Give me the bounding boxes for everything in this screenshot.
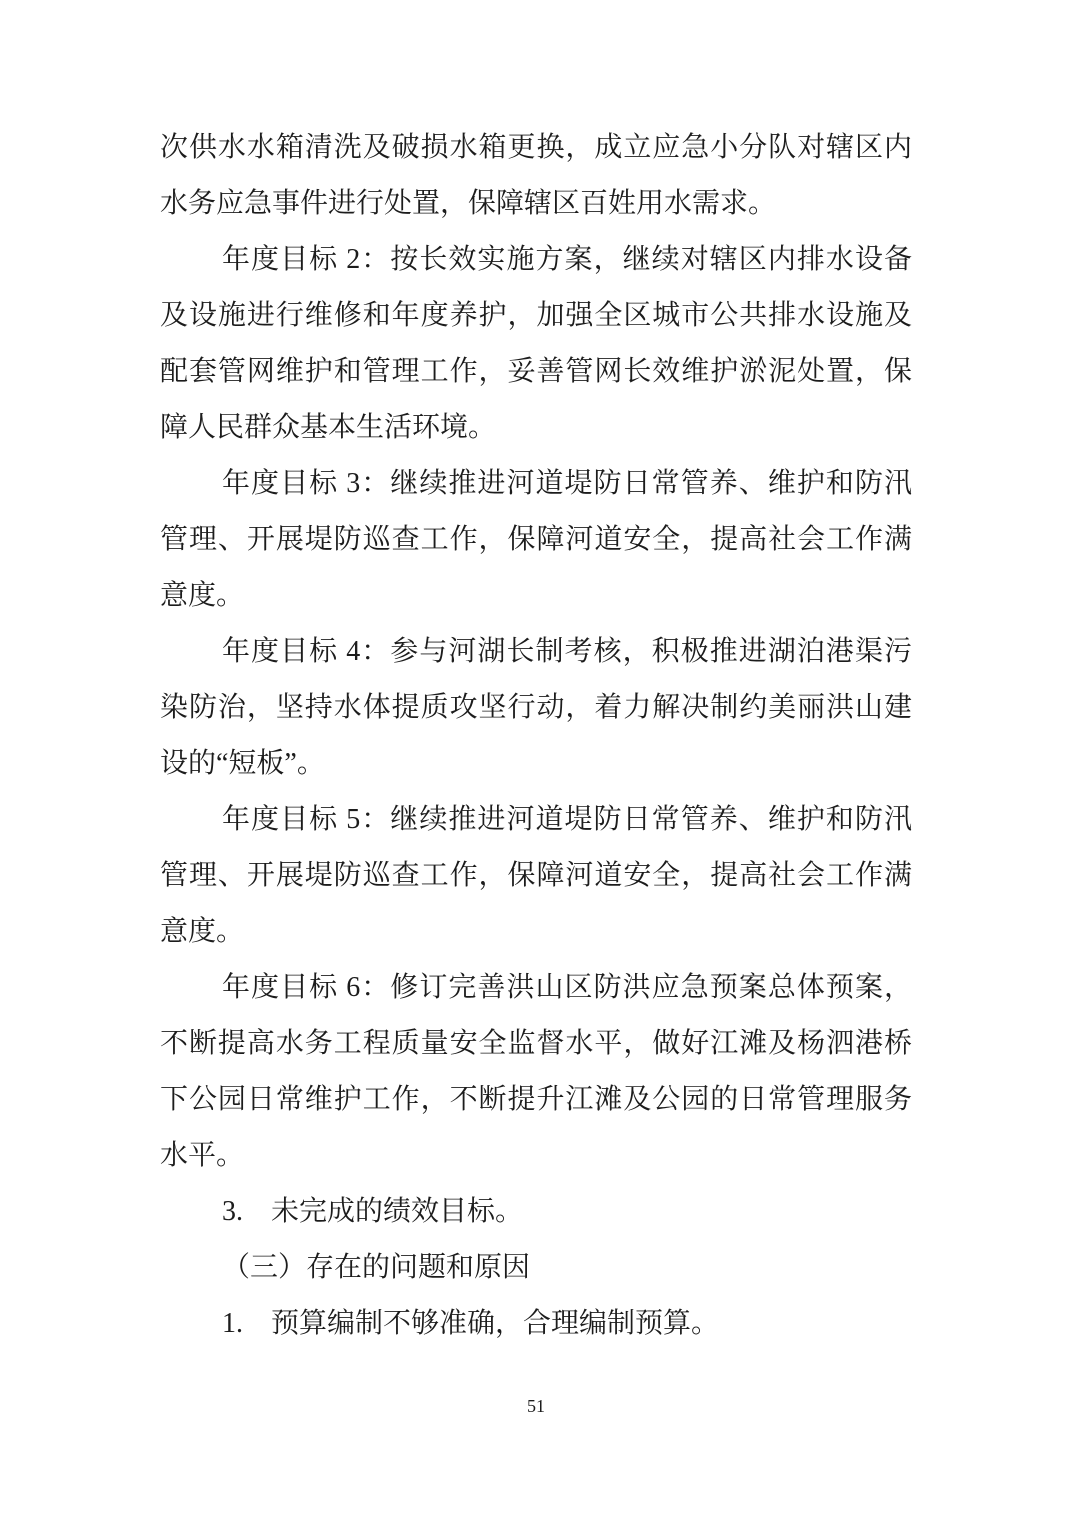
text-line: 3. 未完成的绩效目标。 xyxy=(222,1196,524,1227)
text-line: 管理、开展堤防巡查工作，保障河道安全，提高社会工作满 xyxy=(160,860,912,891)
text-line: 水务应急事件进行处置，保障辖区百姓用水需求。 xyxy=(160,188,777,219)
text-line: 意度。 xyxy=(160,580,245,611)
text-line: 年度目标 5：继续推进河道堤防日常管养、维护和防汛 xyxy=(222,804,912,835)
text-line: 管理、开展堤防巡查工作，保障河道安全，提高社会工作满 xyxy=(160,524,912,555)
text-line: 次供水水箱清洗及破损水箱更换，成立应急小分队对辖区内 xyxy=(160,132,912,163)
text-line: 障人民群众基本生活环境。 xyxy=(160,412,497,443)
text-line: 年度目标 3：继续推进河道堤防日常管养、维护和防汛 xyxy=(222,468,912,499)
text-line: 意度。 xyxy=(160,916,245,947)
text-line: 配套管网维护和管理工作，妥善管网长效维护淤泥处置，保 xyxy=(160,356,912,387)
text-line: （三）存在的问题和原因 xyxy=(222,1252,531,1283)
text-line: 年度目标 2：按长效实施方案，继续对辖区内排水设备 xyxy=(222,244,912,275)
text-line: 年度目标 4：参与河湖长制考核，积极推进湖泊港渠污 xyxy=(222,636,912,667)
text-line: 及设施进行维修和年度养护，加强全区城市公共排水设施及 xyxy=(160,300,912,331)
text-line: 水平。 xyxy=(160,1140,245,1171)
text-line: 年度目标 6：修订完善洪山区防洪应急预案总体预案， xyxy=(222,972,912,1003)
text-line: 染防治，坚持水体提质攻坚行动，着力解决制约美丽洪山建 xyxy=(160,692,912,723)
page-number: 51 xyxy=(527,1396,545,1416)
text-line: 不断提高水务工程质量安全监督水平，做好江滩及杨泗港桥 xyxy=(160,1028,912,1059)
text-line: 1. 预算编制不够准确，合理编制预算。 xyxy=(222,1308,720,1339)
text-line: 下公园日常维护工作，不断提升江滩及公园的日常管理服务 xyxy=(160,1084,912,1115)
text-line: 设的“短板”。 xyxy=(160,748,325,779)
